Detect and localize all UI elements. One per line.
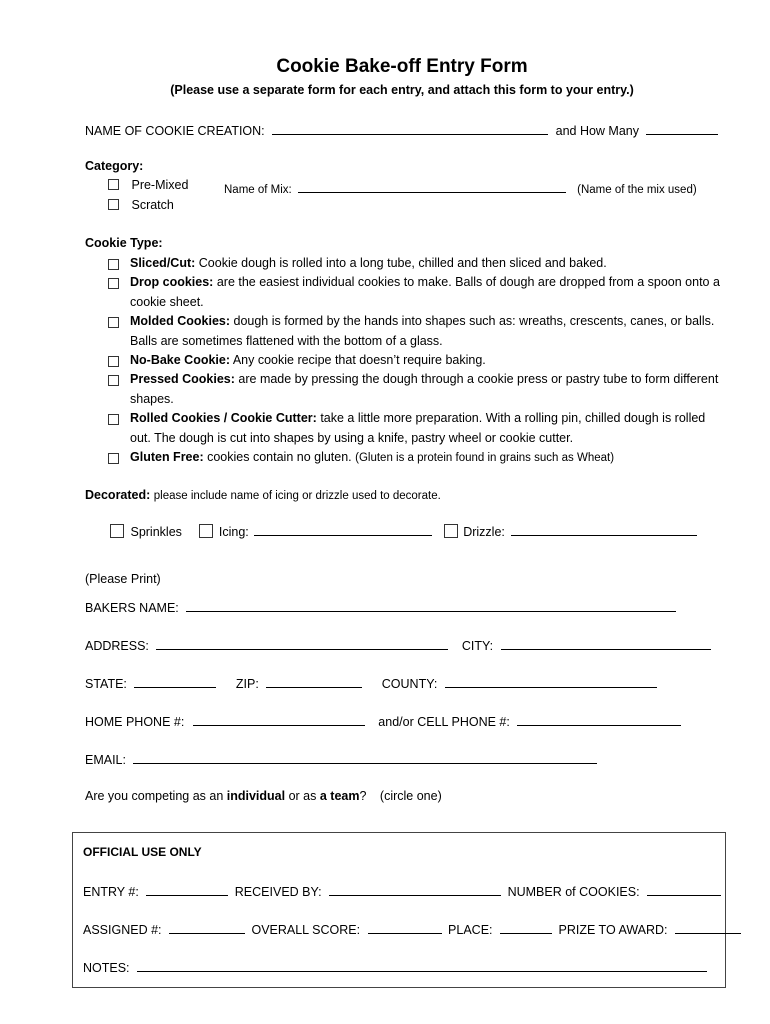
prize-label: PRIZE TO AWARD: (558, 923, 668, 937)
assigned-label: ASSIGNED #: (83, 923, 162, 937)
cookie-type-checkbox[interactable] (108, 414, 119, 425)
place-label: PLACE: (448, 923, 493, 937)
print-note: (Please Print) (85, 572, 161, 586)
entry-label: ENTRY #: (83, 885, 139, 899)
icing-label: Icing: (218, 525, 249, 539)
bakers-name-row (85, 598, 676, 615)
cookie-type-desc: are the easiest individual cookies to make. Balls of dough are dropped from a spoon onto a cookie sheet. (130, 275, 720, 309)
competing-individual[interactable]: individual (226, 789, 286, 803)
cookie-type-item[interactable] (108, 409, 728, 448)
drizzle-option[interactable] (444, 525, 698, 539)
cookie-type-desc: take a little more preparation. With a rolling pin, chilled dough is rolled out. The dough is cut into shapes by using a knife, pastry wheel or cookie cutter. (130, 411, 706, 445)
email-field[interactable] (133, 750, 597, 764)
official-use-box (72, 832, 726, 988)
cookie-type-checkbox[interactable] (108, 278, 119, 289)
form-title: Cookie Bake-off Entry Form (276, 56, 528, 77)
county-field[interactable] (445, 674, 657, 688)
competing-prefix: Are you competing as an (85, 789, 224, 803)
overall-score-field[interactable] (368, 920, 442, 934)
circle-one-note: (circle one) (379, 789, 442, 803)
cell-phone-label: and/or CELL PHONE #: (378, 715, 510, 729)
icing-checkbox[interactable] (199, 524, 213, 538)
state-label: STATE: (85, 677, 127, 691)
notes-field[interactable] (137, 958, 707, 972)
cookie-type-item[interactable] (108, 351, 728, 371)
home-phone-field[interactable] (193, 712, 365, 726)
scratch-checkbox[interactable] (108, 199, 119, 210)
zip-label: ZIP: (235, 677, 259, 691)
zip-field[interactable] (266, 674, 362, 688)
sprinkles-label: Sprinkles (130, 525, 182, 539)
cookie-type-name: Gluten Free: (130, 450, 204, 464)
assigned-row (83, 920, 741, 937)
cookie-type-item[interactable] (108, 254, 728, 274)
state-field[interactable] (134, 674, 216, 688)
mix-name-label: Name of Mix: (224, 184, 292, 196)
icing-field[interactable] (254, 522, 432, 536)
state-row (85, 674, 657, 691)
cookie-type-name: No-Bake Cookie: (130, 353, 231, 367)
county-label: COUNTY: (381, 677, 438, 691)
cookie-type-heading: Cookie Type: (85, 236, 163, 250)
city-field[interactable] (501, 636, 711, 650)
cookie-type-item[interactable] (108, 370, 728, 409)
cookie-type-name: Drop cookies: (130, 275, 214, 289)
cookie-type-name: Rolled Cookies / Cookie Cutter: (130, 411, 317, 425)
cell-phone-field[interactable] (517, 712, 681, 726)
entry-row (83, 882, 721, 899)
competing-suffix: ? (359, 789, 367, 803)
cookie-name-field[interactable] (272, 121, 548, 135)
decoration-options (110, 522, 697, 539)
mix-name-field[interactable] (298, 179, 566, 193)
cookie-name-row (85, 121, 718, 138)
number-of-cookies-field[interactable] (647, 882, 721, 896)
cookie-type-name: Molded Cookies: (130, 314, 231, 328)
email-label: EMAIL: (85, 753, 126, 767)
scratch-label: Scratch (131, 198, 174, 212)
drizzle-checkbox[interactable] (444, 524, 458, 538)
entry-field[interactable] (146, 882, 228, 896)
decorated-label: Decorated: (85, 488, 151, 502)
gluten-note: (Gluten is a protein found in grains such as Wheat) (355, 452, 615, 464)
cookie-type-desc: Cookie dough is rolled into a long tube, chilled and then sliced and baked. (198, 256, 607, 270)
form-subtitle: (Please use a separate form for each entry, and attach this form to your entry.) (170, 83, 634, 97)
overall-score-label: OVERALL SCORE: (251, 923, 361, 937)
competing-team[interactable]: a team (319, 789, 360, 803)
assigned-field[interactable] (169, 920, 245, 934)
phone-row (85, 712, 681, 729)
cookie-type-checkbox[interactable] (108, 453, 119, 464)
category-heading: Category: (85, 159, 144, 173)
category-option-scratch[interactable] (108, 198, 174, 212)
address-field[interactable] (156, 636, 448, 650)
competing-middle: or as (288, 789, 317, 803)
cookie-type-desc: cookies contain no gluten. (207, 450, 352, 464)
premixed-label: Pre-Mixed (131, 178, 189, 192)
prize-field[interactable] (675, 920, 741, 934)
cookie-type-checkbox[interactable] (108, 259, 119, 270)
bakers-name-label: BAKERS NAME: (85, 601, 179, 615)
received-by-field[interactable] (329, 882, 501, 896)
cookie-type-name: Sliced/Cut: (130, 256, 196, 270)
email-row (85, 750, 597, 767)
cookie-type-name: Pressed Cookies: (130, 372, 235, 386)
cookie-type-desc: are made by pressing the dough through a cookie press or pastry tube to form different shapes. (130, 372, 719, 406)
mix-name-note: (Name of the mix used) (577, 184, 697, 196)
how-many-field[interactable] (646, 121, 718, 135)
competing-row (85, 789, 442, 803)
city-label: CITY: (461, 639, 494, 653)
icing-option[interactable] (199, 525, 435, 539)
notes-row (83, 958, 707, 975)
place-field[interactable] (500, 920, 552, 934)
sprinkles-checkbox[interactable] (110, 524, 124, 538)
number-of-cookies-label: NUMBER of COOKIES: (507, 885, 640, 899)
sprinkles-option[interactable] (110, 525, 185, 539)
received-by-label: RECEIVED BY: (234, 885, 322, 899)
decorated-desc: please include name of icing or drizzle used to decorate. (153, 490, 441, 502)
drizzle-field[interactable] (511, 522, 697, 536)
home-phone-label: HOME PHONE #: (85, 715, 185, 729)
notes-label: NOTES: (83, 961, 130, 975)
cookie-type-item[interactable] (108, 312, 728, 351)
how-many-label: and How Many (555, 124, 639, 138)
cookie-name-label: NAME OF COOKIE CREATION: (85, 124, 265, 138)
address-label: ADDRESS: (85, 639, 149, 653)
cookie-type-checkbox[interactable] (108, 375, 119, 386)
official-use-heading: OFFICIAL USE ONLY (83, 845, 202, 859)
drizzle-label: Drizzle: (463, 525, 505, 539)
cookie-type-checkbox[interactable] (108, 317, 119, 328)
cookie-type-item[interactable] (108, 273, 728, 312)
address-row (85, 636, 711, 653)
premixed-checkbox[interactable] (108, 179, 119, 190)
decorated-row (85, 488, 441, 502)
cookie-type-checkbox[interactable] (108, 356, 119, 367)
cookie-type-desc: dough is formed by the hands into shapes such as: wreaths, crescents, canes, or balls. Balls are sometimes flattened with the bottom of a glass. (130, 314, 715, 348)
mix-name-row (224, 179, 697, 196)
category-option-premixed[interactable] (108, 178, 188, 192)
bakers-name-field[interactable] (186, 598, 676, 612)
cookie-type-item[interactable] (108, 448, 728, 469)
cookie-type-desc: Any cookie recipe that doesn’t require baking. (232, 353, 486, 367)
